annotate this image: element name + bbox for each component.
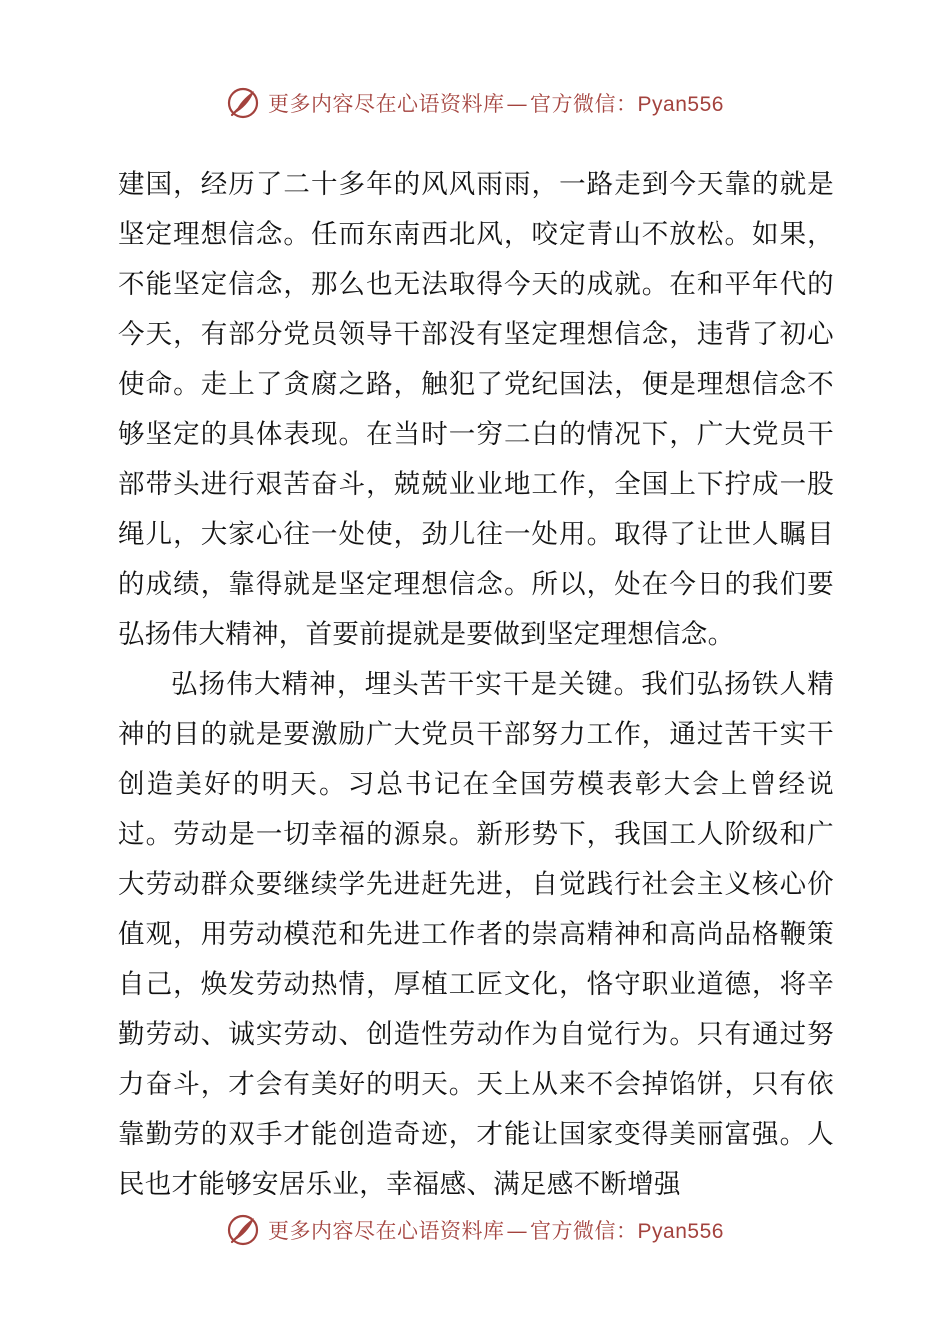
paragraph-1: 建国，经历了二十多年的风风雨雨，一路走到今天靠的就是坚定理想信念。任而东南西北风，咬定青山不放松。如果，不能坚定信念，那么也无法取得今天的成就。在和平年代的今天，有部分党员领导干部没有坚定理想信念，违背了初心使命。走上了贪腐之路，触犯了党纪国法，便是理想信念不够坚定的具体表现。在当时一穷二白的情况下，广大党员干部带头进行艰苦奋斗，兢兢业业地工作，全国上下拧成一股绳儿，大家心往一处使，劲儿往一处用。取得了让世人瞩目的成绩，靠得就是坚定理想信念。所以，处在今日的我们要弘扬伟大精神，首要前提就是要做到坚定理想信念。 — [118, 169, 834, 650]
header-label: 官方微信： — [530, 92, 638, 116]
footer-text — [268, 1215, 724, 1245]
paragraph-2: 弘扬伟大精神，埋头苦干实干是关键。我们弘扬铁人精神的目的就是要激励广大党员干部努力工作，通过苦干实干创造美好的明天。习总书记在全国劳模表彰大会上曾经说过。劳动是一切幸福的源泉。新形势下，我国工人阶级和广大劳动群众要继续学先进赶先进，自觉践行社会主义核心价值观，用劳动模范和先进工作者的崇高精神和高尚品格鞭策自己，焕发劳动热情，厚植工匠文化，恪守职业道德，将辛勤劳动、诚实劳动、创造性劳动作为自觉行为。只有通过努力奋斗，才会有美好的明天。天上从来不会掉馅饼，只有依靠勤劳的双手才能创造奇迹，才能让国家变得美丽富强。人民也才能够安居乐业，幸福感、满足感不断增强 — [118, 669, 834, 1200]
quill-pen-icon — [226, 1213, 260, 1247]
footer-label: 官方微信： — [530, 1219, 638, 1243]
header-separator: — — [506, 92, 529, 116]
footer-site-name: 更多内容尽在心语资料库 — [268, 1219, 505, 1243]
quill-pen-icon — [226, 86, 260, 120]
header-account: Pyan556 — [637, 93, 724, 116]
footer-separator: — — [506, 1219, 529, 1243]
footer-banner — [0, 1210, 950, 1250]
header-text — [268, 88, 724, 118]
header-site-name: 更多内容尽在心语资料库 — [268, 92, 505, 116]
footer-account: Pyan556 — [637, 1220, 724, 1243]
document-body — [118, 160, 834, 1210]
header-banner — [0, 83, 950, 123]
